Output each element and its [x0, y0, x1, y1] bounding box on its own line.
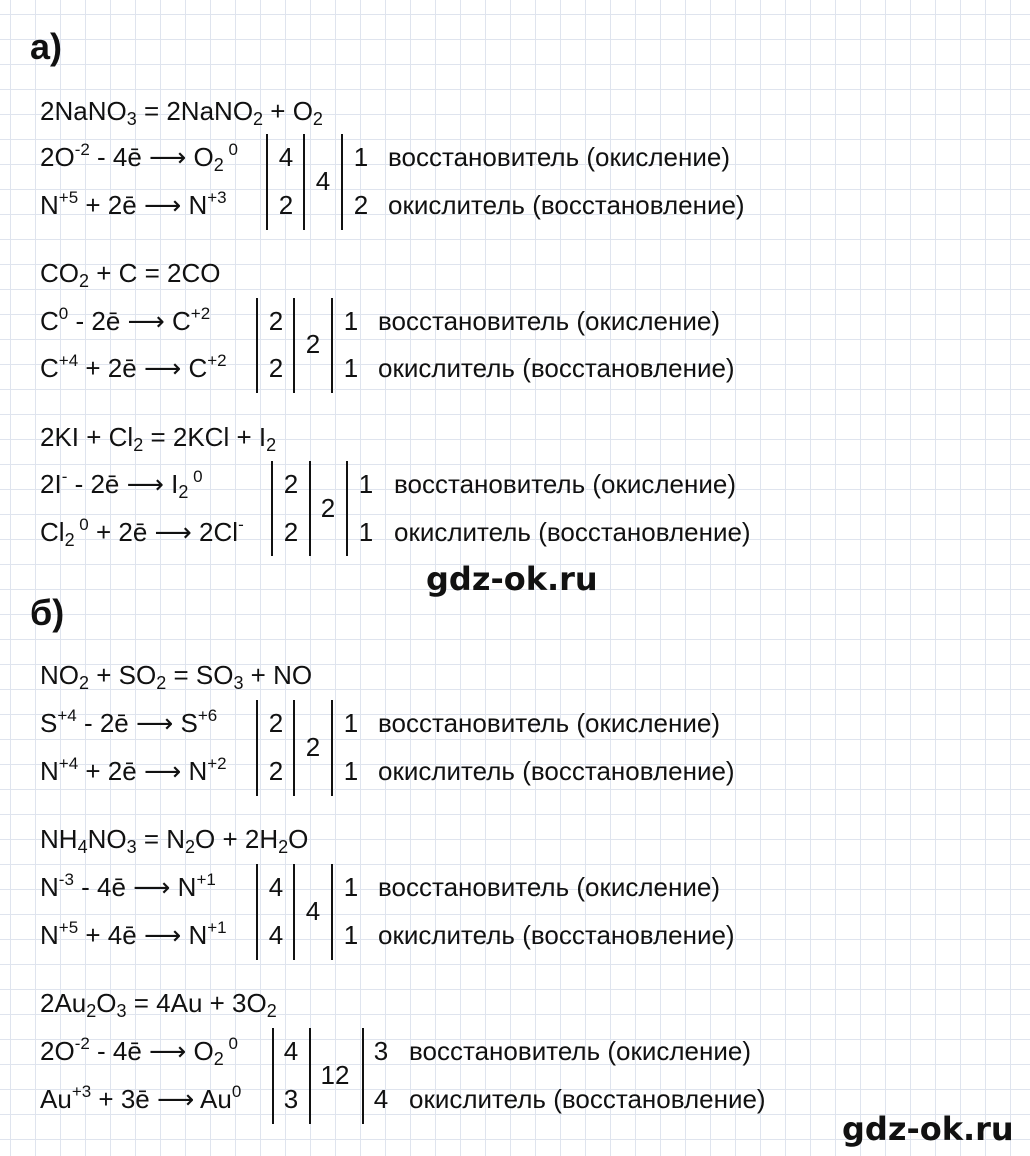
- electron-count: 3: [283, 1084, 299, 1114]
- reducer-label: восстановитель (окисление): [409, 1036, 752, 1066]
- electron-count: 4: [278, 142, 294, 172]
- coefficient: 1: [343, 756, 359, 786]
- electron-count: 4: [268, 872, 284, 902]
- electron-count: 2: [278, 190, 294, 220]
- divider: [293, 700, 295, 796]
- coefficient: 1: [358, 469, 374, 499]
- divider: [309, 1028, 311, 1124]
- watermark: gdz-ok.ru: [426, 560, 598, 598]
- coefficient: 1: [343, 708, 359, 738]
- electron-count: 2: [268, 353, 284, 383]
- coefficient: 1: [343, 872, 359, 902]
- coefficient: 1: [343, 920, 359, 950]
- coefficient: 2: [353, 190, 369, 220]
- lcm-value: 2: [305, 329, 321, 359]
- half-reaction-reduction: $N^{+4}$ + 2ē ⟶ $N^{+2}$: [40, 754, 227, 786]
- divider: [331, 700, 333, 796]
- divider: [272, 1028, 274, 1124]
- divider: [346, 461, 348, 556]
- divider: [293, 298, 295, 393]
- oxidizer-label: окислитель (восстановление): [378, 920, 735, 950]
- half-reaction-reduction: $N^{+5}$ + 4ē ⟶ $N^{+1}$: [40, 918, 227, 950]
- coefficient: 4: [373, 1084, 389, 1114]
- coefficient: 3: [373, 1036, 389, 1066]
- divider: [362, 1028, 364, 1124]
- reducer-label: восстановитель (окисление): [388, 142, 731, 172]
- electron-count: 4: [268, 920, 284, 950]
- half-reaction-oxidation: 2I- - 2ē ⟶ $I_2$ $^0$: [40, 467, 203, 502]
- equation: $CO_2 + C = 2CO$: [40, 258, 221, 291]
- equation: $NH_4NO_3 = N_2O + 2H_2O$: [40, 824, 309, 857]
- electron-count: 2: [268, 306, 284, 336]
- part-a-label: а): [30, 26, 63, 67]
- half-reaction-oxidation: $N^{-3}$ - 4ē ⟶ $N^{+1}$: [40, 870, 216, 902]
- lcm-value: 2: [320, 493, 336, 523]
- lcm-value: 2: [305, 732, 321, 762]
- reducer-label: восстановитель (окисление): [378, 708, 721, 738]
- lcm-value: 4: [315, 166, 331, 196]
- oxidizer-label: окислитель (восстановление): [378, 353, 735, 383]
- oxidizer-label: окислитель (восстановление): [409, 1084, 766, 1114]
- lcm-value: 4: [305, 896, 321, 926]
- reducer-label: восстановитель (окисление): [378, 872, 721, 902]
- lcm-value: 12: [320, 1060, 350, 1090]
- reducer-label: восстановитель (окисление): [394, 469, 737, 499]
- electron-count: 2: [268, 708, 284, 738]
- reducer-label: восстановитель (окисление): [378, 306, 721, 336]
- equation: $2Au_2O_3 = 4Au + 3O_2$: [40, 988, 277, 1021]
- divider: [256, 864, 258, 960]
- half-reaction-reduction: $C^{+4}$ + 2ē ⟶ $C^{+2}$: [40, 351, 227, 383]
- divider: [256, 700, 258, 796]
- half-reaction-reduction: $Cl_2$ $^0$ + 2ē ⟶ 2Cl-: [40, 515, 244, 550]
- electron-count: 2: [283, 469, 299, 499]
- electron-count: 4: [283, 1036, 299, 1066]
- half-reaction-oxidation: $2O^{-2}$ - 4ē ⟶ $O_2$ $^0$: [40, 1034, 238, 1069]
- equation: $NO_2 + SO_2 = SO_3$ + NO: [40, 660, 313, 693]
- divider: [309, 461, 311, 556]
- oxidizer-label: окислитель (восстановление): [378, 756, 735, 786]
- divider: [266, 134, 268, 230]
- half-reaction-reduction: $N^{+5}$ + 2ē ⟶ $N^{+3}$: [40, 188, 227, 220]
- half-reaction-oxidation: $C^0$ - 2ē ⟶ $C^{+2}$: [40, 304, 211, 336]
- half-reaction-oxidation: $S^{+4}$ - 2ē ⟶ $S^{+6}$: [40, 706, 218, 738]
- coefficient: 1: [353, 142, 369, 172]
- electron-count: 2: [283, 517, 299, 547]
- electron-count: 2: [268, 756, 284, 786]
- divider: [293, 864, 295, 960]
- half-reaction-oxidation: $2O^{-2}$ - 4ē ⟶ $O_2$ $^0$: [40, 140, 238, 175]
- equation: $2KI + Cl_2 = 2KCl + I_2$: [40, 422, 277, 455]
- watermark: gdz-ok.ru: [842, 1110, 1014, 1148]
- coefficient: 1: [343, 306, 359, 336]
- coefficient: 1: [358, 517, 374, 547]
- divider: [341, 134, 343, 230]
- part-b-label: б): [30, 592, 65, 633]
- coefficient: 1: [343, 353, 359, 383]
- divider: [331, 864, 333, 960]
- divider: [271, 461, 273, 556]
- half-reaction-reduction: $Au^{+3}$ + 3ē ⟶ Au$^0$: [40, 1082, 242, 1114]
- oxidizer-label: окислитель (восстановление): [394, 517, 751, 547]
- divider: [256, 298, 258, 393]
- divider: [331, 298, 333, 393]
- divider: [303, 134, 305, 230]
- equation: 2NaNO$_3$ = 2NaNO$_2$ + $O_2$: [40, 96, 323, 129]
- oxidizer-label: окислитель (восстановление): [388, 190, 745, 220]
